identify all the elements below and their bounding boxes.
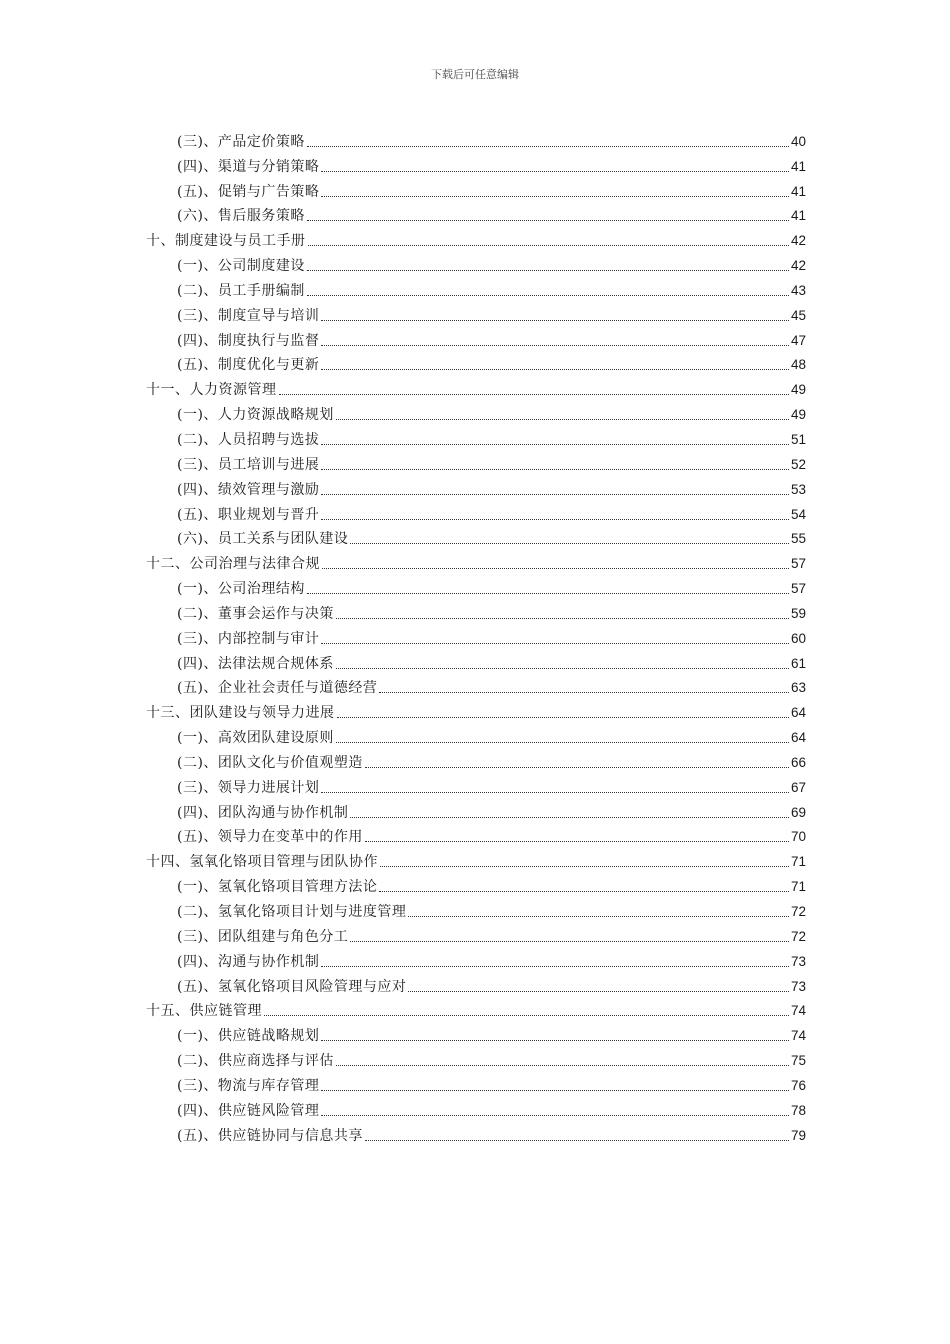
toc-page-number: 41 — [790, 158, 806, 174]
toc-page-number: 55 — [790, 531, 806, 547]
toc-dot-leader — [307, 145, 789, 147]
toc-dot-leader — [321, 1089, 789, 1091]
toc-entry-title: (三)、物流与库存管理 — [177, 1077, 320, 1094]
toc-section-entry[interactable] — [146, 748, 806, 773]
toc-section-entry[interactable] — [146, 649, 806, 674]
toc-entry-title: (五)、职业规划与晋升 — [177, 506, 320, 523]
toc-section-entry[interactable] — [146, 251, 806, 276]
toc-section-entry[interactable] — [146, 152, 806, 177]
toc-dot-leader — [321, 1114, 789, 1116]
toc-page-number: 57 — [790, 581, 806, 597]
toc-page-number: 64 — [790, 730, 806, 746]
toc-section-entry[interactable] — [146, 574, 806, 599]
toc-page-number: 76 — [790, 1077, 806, 1093]
toc-section-entry[interactable] — [146, 1021, 806, 1046]
toc-page-number: 47 — [790, 332, 806, 348]
toc-page-number: 66 — [790, 754, 806, 770]
toc-entry-title: (六)、售后服务策略 — [177, 208, 305, 225]
toc-page-number: 71 — [790, 879, 806, 895]
toc-entry-title: (五)、氢氧化铬项目风险管理与应对 — [177, 978, 407, 995]
toc-dot-leader — [321, 1039, 789, 1041]
toc-chapter-entry[interactable] — [146, 226, 806, 251]
toc-section-entry[interactable] — [146, 947, 806, 972]
toc-dot-leader — [321, 642, 789, 644]
toc-dot-leader — [307, 592, 789, 594]
toc-section-entry[interactable] — [146, 351, 806, 376]
toc-entry-title: (四)、渠道与分销策略 — [177, 158, 320, 175]
toc-entry-title: (五)、领导力在变革中的作用 — [177, 829, 363, 846]
toc-page-number: 70 — [790, 829, 806, 845]
toc-dot-leader — [350, 816, 789, 818]
toc-entry-title: (六)、员工关系与团队建设 — [177, 531, 349, 548]
toc-entry-title: (一)、氢氧化铬项目管理方法论 — [177, 879, 378, 896]
toc-entry-title: (二)、人员招聘与选拔 — [177, 431, 320, 448]
toc-dot-leader — [365, 840, 789, 842]
toc-dot-leader — [365, 1139, 789, 1141]
toc-page-number: 53 — [790, 481, 806, 497]
toc-section-entry[interactable] — [146, 897, 806, 922]
toc-page-number: 73 — [790, 953, 806, 969]
toc-entry-title: (一)、高效团队建设原则 — [177, 730, 334, 747]
toc-page-number: 72 — [790, 904, 806, 919]
toc-dot-leader — [321, 368, 789, 370]
toc-dot-leader — [408, 990, 789, 992]
toc-chapter-entry[interactable] — [146, 997, 806, 1022]
toc-dot-leader — [321, 344, 789, 346]
toc-page-number: 79 — [790, 1127, 806, 1143]
toc-entry-title: (三)、产品定价策略 — [177, 133, 305, 150]
toc-section-entry[interactable] — [146, 773, 806, 798]
page-header: 下载后可任意编辑 — [431, 68, 519, 81]
toc-dot-leader — [307, 219, 789, 221]
toc-chapter-entry[interactable] — [146, 549, 806, 574]
toc-entry-title: 十二、公司治理与法律合规 — [146, 556, 320, 573]
toc-entry-title: (一)、公司制度建设 — [177, 258, 305, 275]
toc-dot-leader — [321, 518, 789, 520]
toc-dot-leader — [321, 443, 789, 445]
toc-dot-leader — [350, 940, 789, 942]
toc-entry-title: (四)、供应链风险管理 — [177, 1102, 320, 1119]
toc-chapter-entry[interactable] — [146, 698, 806, 723]
toc-section-entry[interactable] — [146, 1046, 806, 1071]
toc-page-number: 74 — [790, 1028, 806, 1044]
toc-entry-title: (四)、团队沟通与协作机制 — [177, 804, 349, 821]
toc-entry-title: 十一、人力资源管理 — [146, 382, 277, 399]
table-of-contents — [146, 127, 806, 1146]
toc-section-entry[interactable] — [146, 624, 806, 649]
toc-page-number: 61 — [790, 655, 806, 671]
toc-page-number: 59 — [790, 605, 806, 621]
toc-page-number: 71 — [790, 854, 806, 870]
toc-dot-leader — [321, 319, 789, 321]
toc-entry-title: (四)、法律法规合规体系 — [177, 655, 334, 672]
toc-entry-title: (四)、沟通与协作机制 — [177, 953, 320, 970]
toc-section-entry[interactable] — [146, 872, 806, 897]
toc-page-number: 41 — [790, 208, 806, 224]
toc-entry-title: (三)、内部控制与审计 — [177, 630, 320, 647]
toc-entry-title: (二)、员工手册编制 — [177, 282, 305, 299]
toc-section-entry[interactable] — [146, 276, 806, 301]
toc-page-number: 64 — [790, 705, 806, 721]
toc-entry-title: (三)、团队组建与角色分工 — [177, 928, 349, 945]
toc-dot-leader — [264, 1014, 789, 1016]
toc-section-entry[interactable] — [146, 823, 806, 848]
toc-section-entry[interactable] — [146, 1096, 806, 1121]
toc-entry-title: (四)、绩效管理与激励 — [177, 481, 320, 498]
toc-section-entry[interactable] — [146, 500, 806, 525]
toc-page-number: 51 — [790, 431, 806, 447]
toc-page-number: 48 — [790, 357, 806, 373]
toc-section-entry[interactable] — [146, 202, 806, 227]
toc-dot-leader — [408, 915, 789, 917]
toc-section-entry[interactable] — [146, 326, 806, 351]
toc-section-entry[interactable] — [146, 922, 806, 947]
toc-section-entry[interactable] — [146, 450, 806, 475]
toc-section-entry[interactable] — [146, 475, 806, 500]
toc-page-number: 78 — [790, 1102, 806, 1118]
toc-entry-title: (五)、制度优化与更新 — [177, 357, 320, 374]
toc-page-number: 40 — [790, 133, 806, 149]
toc-entry-title: (一)、人力资源战略规划 — [177, 407, 334, 424]
toc-section-entry[interactable] — [146, 972, 806, 997]
toc-dot-leader — [336, 617, 789, 619]
toc-entry-title: 十、制度建设与员工手册 — [146, 233, 306, 250]
toc-section-entry[interactable] — [146, 301, 806, 326]
toc-page-number: 72 — [790, 928, 806, 944]
toc-dot-leader — [336, 1064, 789, 1066]
toc-dot-leader — [321, 195, 789, 197]
toc-entry-title: 十三、团队建设与领导力进展 — [146, 705, 335, 722]
toc-dot-leader — [337, 716, 789, 718]
toc-dot-leader — [321, 493, 789, 495]
toc-dot-leader — [380, 865, 789, 867]
toc-entry-title: (四)、制度执行与监督 — [177, 332, 320, 349]
toc-entry-title: (五)、企业社会责任与道德经营 — [177, 680, 378, 697]
toc-page-number: 42 — [790, 258, 806, 274]
toc-section-entry[interactable] — [146, 425, 806, 450]
toc-entry-title: (五)、供应链协同与信息共享 — [177, 1127, 363, 1144]
toc-dot-leader — [379, 890, 789, 892]
toc-page-number: 41 — [790, 183, 806, 199]
toc-page-number: 63 — [790, 680, 806, 696]
toc-entry-title: (二)、氢氧化铬项目计划与进度管理 — [177, 904, 407, 920]
toc-entry-title: (二)、团队文化与价值观塑造 — [177, 754, 363, 771]
toc-page-number: 74 — [790, 1003, 806, 1019]
toc-section-entry[interactable] — [146, 177, 806, 202]
toc-entry-title: 十五、供应链管理 — [146, 1003, 262, 1020]
toc-dot-leader — [336, 741, 789, 743]
toc-entry-title: (三)、员工培训与进展 — [177, 456, 320, 473]
toc-chapter-entry[interactable] — [146, 375, 806, 400]
toc-section-entry[interactable] — [146, 1071, 806, 1096]
toc-dot-leader — [321, 965, 789, 967]
toc-dot-leader — [279, 393, 789, 395]
toc-dot-leader — [336, 667, 789, 669]
toc-page-number: 49 — [790, 382, 806, 398]
toc-page-number: 57 — [790, 556, 806, 572]
toc-page-number: 73 — [790, 978, 806, 994]
toc-dot-leader — [379, 691, 789, 693]
toc-page-number: 49 — [790, 407, 806, 423]
toc-entry-title: (一)、公司治理结构 — [177, 581, 305, 598]
toc-dot-leader — [308, 244, 789, 246]
toc-section-entry[interactable] — [146, 1121, 806, 1146]
toc-page-number: 54 — [790, 506, 806, 522]
toc-dot-leader — [336, 418, 789, 420]
toc-dot-leader — [307, 294, 789, 296]
toc-dot-leader — [307, 269, 789, 271]
toc-section-entry[interactable] — [146, 674, 806, 699]
toc-section-entry[interactable] — [146, 525, 806, 550]
toc-entry-title: (一)、供应链战略规划 — [177, 1028, 320, 1045]
toc-entry-title: (五)、促销与广告策略 — [177, 183, 320, 200]
toc-section-entry[interactable] — [146, 798, 806, 823]
toc-page-number: 75 — [790, 1053, 806, 1069]
toc-section-entry[interactable] — [146, 599, 806, 624]
toc-section-entry[interactable] — [146, 127, 806, 152]
toc-page-number: 60 — [790, 630, 806, 646]
toc-entry-title: 十四、氢氧化铬项目管理与团队协作 — [146, 854, 378, 871]
toc-entry-title: (三)、制度宣导与培训 — [177, 307, 320, 324]
toc-dot-leader — [321, 791, 789, 793]
toc-entry-title: (二)、供应商选择与评估 — [177, 1053, 334, 1070]
toc-page-number: 45 — [790, 307, 806, 323]
toc-dot-leader — [321, 170, 789, 172]
toc-dot-leader — [321, 468, 789, 470]
toc-entry-title: (三)、领导力进展计划 — [177, 779, 320, 796]
toc-section-entry[interactable] — [146, 723, 806, 748]
toc-dot-leader — [365, 766, 789, 768]
toc-page-number: 67 — [790, 779, 806, 795]
toc-section-entry[interactable] — [146, 400, 806, 425]
toc-dot-leader — [350, 542, 789, 544]
toc-chapter-entry[interactable] — [146, 847, 806, 872]
toc-page-number: 43 — [790, 282, 806, 298]
toc-page-number: 42 — [790, 233, 806, 249]
toc-dot-leader — [322, 567, 789, 569]
toc-page-number: 69 — [790, 804, 806, 820]
toc-entry-title: (二)、董事会运作与决策 — [177, 605, 334, 622]
toc-page-number: 52 — [790, 456, 806, 472]
